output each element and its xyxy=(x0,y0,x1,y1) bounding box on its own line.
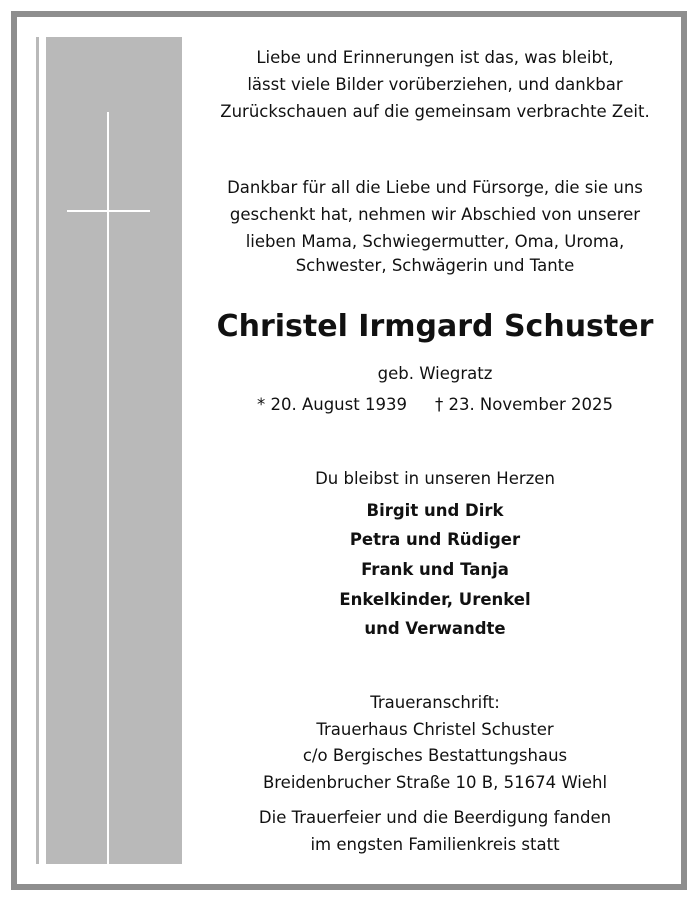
decorative-side-line xyxy=(36,37,39,864)
mourner-line: Birgit und Dirk xyxy=(366,501,504,520)
address-line: Trauerhaus Christel Schuster xyxy=(316,720,554,739)
deceased-name: Christel Irmgard Schuster xyxy=(216,309,654,344)
life-dates xyxy=(198,393,672,417)
closing-line: im engsten Familienkreis statt xyxy=(310,835,560,854)
address-line: Traueranschrift: xyxy=(370,693,500,712)
mourner-line: Enkelkinder, Urenkel xyxy=(339,590,531,609)
birth-date: * 20. August 1939 xyxy=(256,395,407,414)
intro-line: lieben Mama, Schwiegermutter, Oma, Uroma, xyxy=(245,232,625,251)
mourner-line: Petra und Rüdiger xyxy=(349,530,521,549)
poem-line: Liebe und Erinnerungen ist das, was bleibt, xyxy=(256,48,614,67)
maiden-name: geb. Wiegratz xyxy=(377,364,493,383)
poem-line: lässt viele Bilder vorüberziehen, und dankbar xyxy=(247,75,623,94)
decorative-side-panel xyxy=(46,37,182,864)
cross-icon-horizontal xyxy=(67,210,150,212)
poem-line: Zurückschauen auf die gemeinsam verbrachte Zeit. xyxy=(220,102,650,121)
mourner-line: Frank und Tanja xyxy=(361,560,509,579)
cross-icon-vertical xyxy=(107,112,109,864)
intro-line: geschenkt hat, nehmen wir Abschied von unserer xyxy=(229,205,641,224)
intro-line: Dankbar für all die Liebe und Fürsorge, die sie uns xyxy=(227,178,643,197)
intro-line: Schwester, Schwägerin und Tante xyxy=(295,256,575,275)
address-line: c/o Bergisches Bestattungshaus xyxy=(302,746,568,765)
address-line: Breidenbrucher Straße 10 B, 51674 Wiehl xyxy=(262,773,608,792)
closing-line: Die Trauerfeier und die Beerdigung fanden xyxy=(258,808,612,827)
farewell-line: Du bleibst in unseren Herzen xyxy=(315,469,555,488)
mourner-line: und Verwandte xyxy=(364,619,506,638)
death-date: † 23. November 2025 xyxy=(434,395,614,414)
